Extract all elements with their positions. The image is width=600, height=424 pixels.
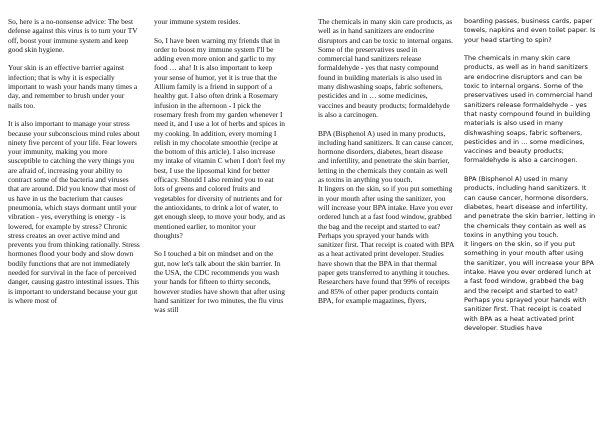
text-column-2 [154,17,286,324]
paragraph: So I touched a bit on mindset and on the gut, now let's talk about the skin barrier. In the USA, the CDC recommends you wash your hands for fifteen to thirty seconds, however studies have shown that after using hand sanitizer for two minutes, the flu virus was still [154,249,285,315]
paragraph: boarding passes, business cards, paper towels, napkins and even toilet paper. Is your head starting to spin? [464,17,596,44]
text-column-1 [8,17,140,315]
text-column-3 [318,17,454,315]
paragraph: It is also important to manage your stress because your subconscious mind rules about ninety five percent of your life. Fear lowers your immunity, making you more susceptible to catching the very things you are afraid of, increasing your ability to contract some of the bacteria and viruses that are around. Did you know that most of us have in us the bacterium that causes pneumonia, which stays dormant until your vibration - yes, everything is energy - is lowered, for example by stress? Chronic stress creates an over active mind and prevents you from thinking rationally. Stress hormones flood your body and slow down bodily functions that are not immediately needed for survival in the face of perceived danger, causing gastro intestinal issues. This is important to understand because your gut is where most of [8,119,140,305]
paragraph: So, here is a no-nonsense advice: The best defense against this virus is to turn your TV off, boost your immune system and keep good skin hygiene. [8,17,138,54]
paragraph: your immune system resides. [154,17,241,26]
paragraph: The chemicals in many skin care products, as well as in hand sanitizers are endocrine disruptors and can be toxic to internal organs. Some of the preservatives used in commercial hand sanitizers release formaldehyde – yes that nasty compound found in building materials is also used in many dishwashing soaps, fabric softeners, pesticides and in … some medicines, vaccines and beauty products; formaldehyde is also a carcinogen. [464,54,593,165]
paragraph: So, I have been warning my friends that in order to boost my immune system I'll be adding even more onion and garlic to my food … aha! It is also important to keep your sense of humor, yet it is true that the Allium family is a friend in support of a healthy gut. I also often drink a Rosemary infusion in the afternoon - I pick the rosemary fresh from my garden whenever I need it, and I use a lot of herbs and spices in my cooking. In addition, every morning I relish in my chocolate smoothie (recipe at the bottom of this article). I also increase my intake of vitamin C when I don't feel my best, I use the liposomal kind for better efficacy. Should I also remind you to eat lots of greens and colored fruits and vegetables for diversity of nutrients and for the antioxidants, to drink a lot of water, to get enough sleep, to move your body, and as mentioned earlier, to monitor your thoughts? [154,35,286,240]
paragraph: Your skin is an effective barrier against infection; that is why it is especially important to wash your hands many times a day, and remember to brush under your nails too. [8,63,138,110]
paragraph: The chemicals in many skin care products, as well as in hand sanitizers are endocrine disruptors and can be toxic to internal organs. Some of the preservatives used in commercial hand sanitizers release formaldehyde - yes that nasty compound found in building materials is also used in many dishwashing soaps, fabric softeners, pesticides and in … some medicines, vaccines and beauty products; formaldehyde is also a carcinogen. [318,17,453,119]
paragraph: BPA (Bisphenol A) used in many products, including hand sanitizers. It can cause cancer, hormone disorders, diabetes, heart disease and infertility, and penetrate the skin barrier, letting in the chemicals they contain as well as toxins in anything you touch. It lingers on the skin, so if you put something in your mouth after using the sanitizer, you will increase your BPA intake. Have you ever ordered lunch at a fast food window, grabbed the bag and the receipt and started to eat? Perhaps you sprayed your hands with sanitizer first. That receipt is coated with BPA as a heat activated print developer. Studies have shown that the BPA in that thermal paper gets transferred to anything it touches. Researchers have found that 99% of receipts and 85% of other paper products contain BPA, for example magazines, flyers, [318,128,454,305]
text-column-4 [464,17,596,342]
paragraph: BPA (Bisphenol A) used in many products, including hand sanitizers. It can cause cancer, hormone disorders, diabetes, heart disease and infertility, and penetrate the skin barrier, letting in the chemicals they contain as well as toxins in anything you touch. It lingers on the skin, so if you put something in your mouth after using the sanitizer, you will increase your BPA intake. Have you ever ordered lunch at a fast food window, grabbed the bag and the receipt and started to eat? Perhaps you sprayed your hands with sanitizer first. That receipt is coated with BPA as a heat activated print developer. Studies have [464,175,596,332]
